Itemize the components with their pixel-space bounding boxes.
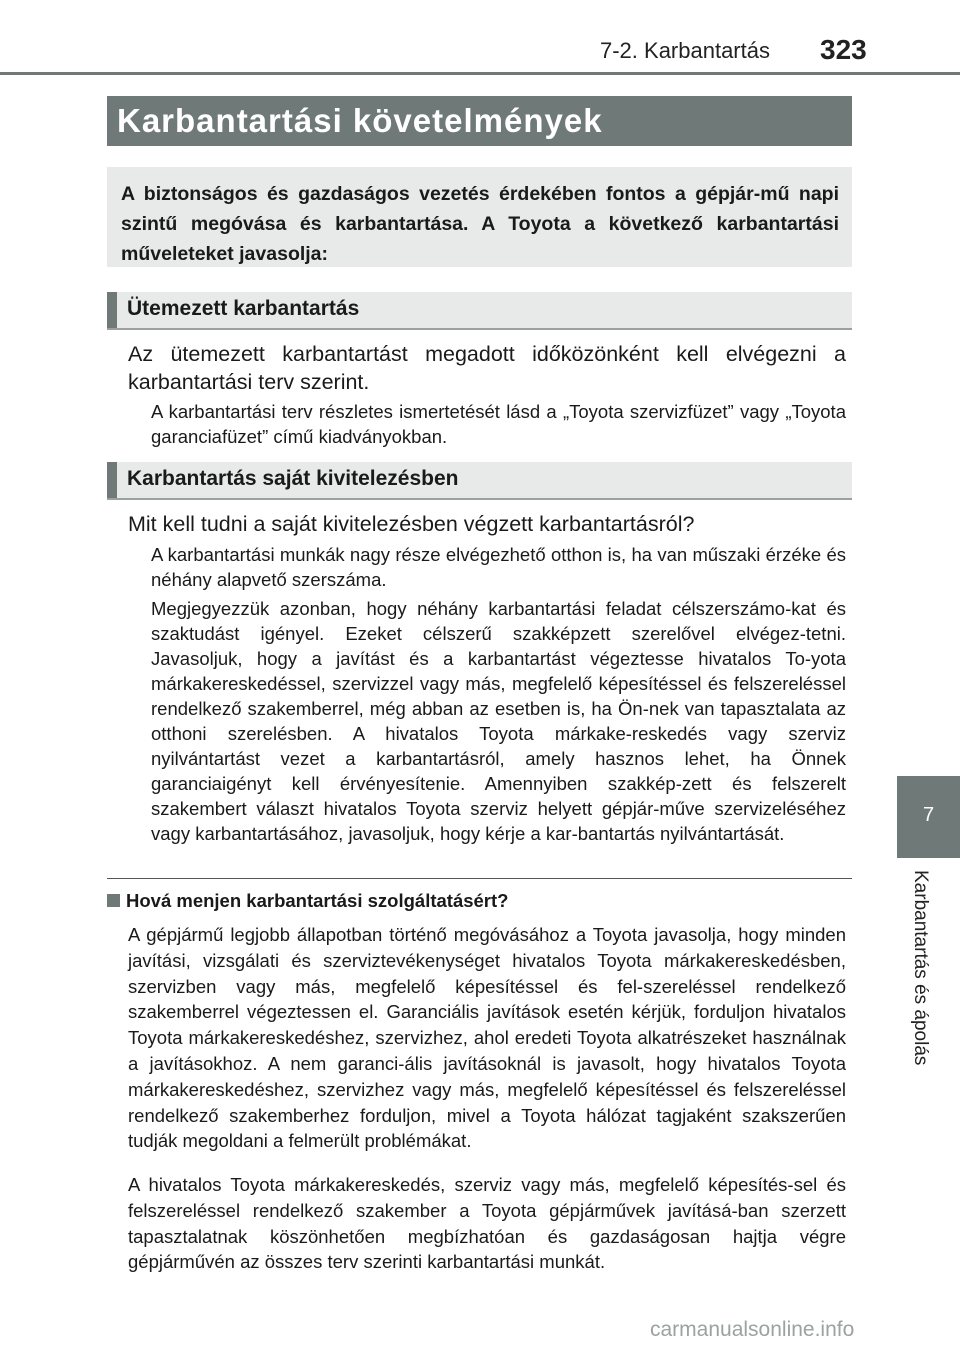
chapter-tab [897,776,960,858]
where-paragraph-1: A gépjármű legjobb állapotban történő megóvásához a Toyota javasolja, hogy minden javítási, vizsgálati és szerviztevékenységet hivatalos Toyota márkakereskedésben, szervizben vagy más, megfelelő képesítéssel és fel-szereléssel rendelkező szakemberrel végeztessen el. Garanciális javítások esetén kérjük, forduljon hivatalos Toyota márkakereskedéshez, szervizhez, ahol eredeti Toyota alkatrészeket használnak a javításokhoz. A nem garanci-ális javításoknál is javasolt, hogy hivatalos Toyota márkakereskedéshez, szervizhez vagy más, megfelelő képesítéssel és felszereléssel rendelkező szakemberhez forduljon, mivel a Toyota hálózat tagjaként szakszerűen tudják megoldani a felmerült problémákat. [128,924,846,1152]
question-text: Hová menjen karbantartási szolgáltatásért? [126,890,509,911]
page-title: Karbantartási követelmények [117,102,603,139]
intro-box [107,167,852,267]
header-rule [0,72,960,75]
square-bullet-icon [107,894,120,907]
watermark: carmanualsonline.info [650,1318,855,1341]
heading-marker [107,462,117,498]
scheduled-main: Az ütemezett karbantartást megadott időközönként kell elvégezni a karbantartási terv szerint. [128,342,846,394]
diy-paragraph-2: Megjegyezzük azonban, hogy néhány karbantartási feladat célszerszámo-kat és szaktudást igényel. Ezeket célszerű szakképzett szerelővel elvégez-tetni. Javasoljuk, hogy a javítást és a karbantartást végeztesse hivatalos To-yota márkakereskedéssel, szervizzel vagy más, megfelelő képesítéssel és felszereléssel rendelkező szakemberrel, még abban az esetben is, ha Ön-nek van tapasztalata az otthoni szerelésben. A hivatalos Toyota márkake-reskedés vagy szerviz nyilvántartást vezet a karbantartásról, amely hasznos lehet, ha Önnek garanciaigényt kell érvényesítenie. Amennyiben szakkép-zett és felszerelt szakembert választ hivatalos Toyota szerviz helyett gépjár-műve szervizeléséhez vagy karbantartásához, javasoljuk, hogy kérje a kar-bantartás nyilvántartását. [151,598,846,844]
title-bar [107,96,852,146]
heading-scheduled [107,292,852,330]
page-number: 323 [820,34,867,65]
header-section: 7-2. Karbantartás [600,38,770,63]
diy-paragraph-1: A karbantartási munkák nagy része elvégezhető otthon is, ha van műszaki érzéke és néhány alapvető szerszáma. [151,544,846,590]
scheduled-note: A karbantartási terv részletes ismertetését lásd a „Toyota szervizfüzet” vagy „Toyota garanciafüzet” című kiadványokban. [151,401,846,447]
chapter-number: 7 [922,804,935,826]
heading-diy-text: Karbantartás saját kivitelezésben [127,467,459,490]
chapter-label-text: Karbantartás és ápolás [910,870,931,1066]
heading-scheduled-text: Ütemezett karbantartás [127,297,360,320]
intro-text: A biztonságos és gazdaságos vezetés érdekében fontos a gépjár-mű napi szintű megóvása és karbantartása. A Toyota a következő karbantartási műveleteket javasolja: [121,183,839,265]
diy-main: Mit kell tudni a saját kivitelezésben végzett karbantartásról? [128,512,695,536]
separator-line [107,878,852,879]
chapter-label [910,870,946,1090]
heading-diy [107,462,852,500]
question-heading [107,890,508,912]
heading-marker [107,292,117,328]
where-paragraph-2: A hivatalos Toyota márkakereskedés, szerviz vagy más, megfelelő képesítés-sel és felszereléssel rendelkező szakember a Toyota gépjárművek javításá-ban szerzett tapasztalatnak köszönhetően megbízhatóan és gazdaságosan hajtja végre gépjárművén az összes terv szerinti karbantartási munkát. [128,1174,846,1273]
